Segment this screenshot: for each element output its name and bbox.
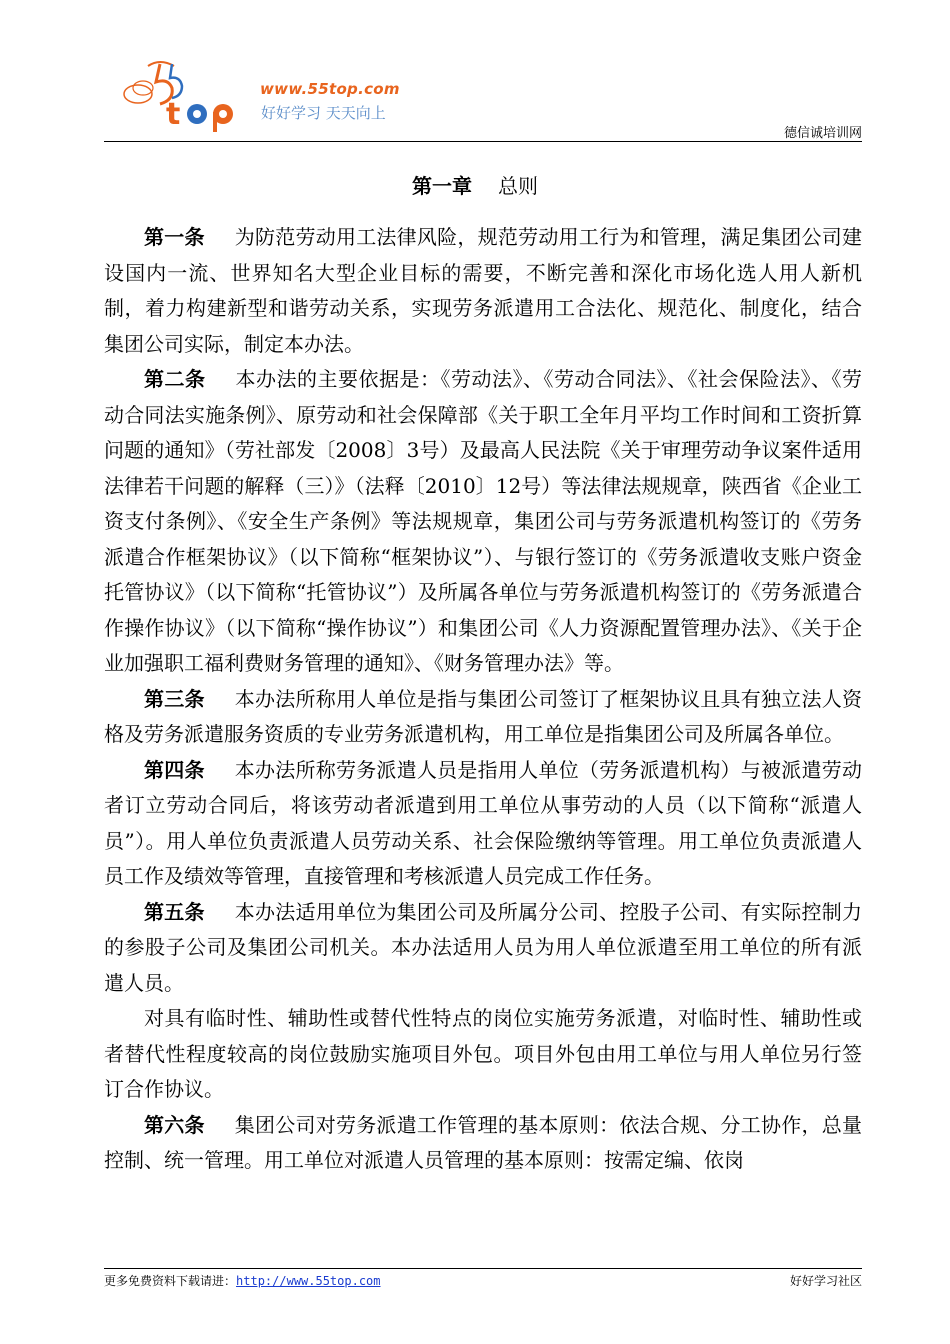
article-2 (104, 362, 862, 682)
article-label: 第二条 (144, 367, 206, 391)
article-1 (104, 220, 862, 362)
chapter-title: 总则 (498, 174, 538, 198)
article-label: 第一条 (144, 225, 205, 249)
article-5-continued (104, 1001, 862, 1108)
article-label: 第五条 (144, 899, 205, 924)
article-text: 本办法所称用人单位是指与集团公司签订了框架协议且具有独立法人资格及劳务派遣服务资质的专业劳务派遣机构，用工单位是指集团公司及所属各单位。 (104, 686, 863, 746)
logo-url: www.55top.com (260, 80, 400, 98)
article-4 (104, 753, 862, 895)
article-5 (104, 895, 862, 1002)
footer-left-text: 更多免费资料下载请进： (104, 1274, 237, 1288)
footer-download-note (104, 1272, 381, 1289)
article-text: 本办法适用单位为集团公司及所属分公司、控股子公司、有实际控制力的参股子公司及集团公司机关。本办法适用人员为用人单位派遣至用工单位的所有派遣人员。 (104, 899, 863, 995)
footer-divider (104, 1268, 862, 1269)
article-text: 本办法的主要依据是：《劳动法》、《劳动合同法》、《社会保险法》、《劳动合同法实施条例》、原劳动和社会保障部《关于职工全年月平均工作时间和工资折算问题的通知》（劳社部发〔2008〕3号）及最高人民法院《关于审理劳动争议案件适用法律若干问题的解释（三）》（法释〔2010〕12号）等法律法规规章，陕西省《企业工资支付条例》、《安全生产条例》等法规规章，集团公司与劳务派遣机构签订的《劳务派遣合作框架协议》（以下简称“框架协议”）、与银行签订的《劳务派遣收支账户资金托管协议》（以下简称“托管协议”）及所属各单位与劳务派遣机构签订的《劳务派遣合作操作协议》（以下简称“操作协议”）和集团公司《人力资源配置管理办法》、《关于企业加强职工福利费财务管理的通知》、《财务管理办法》等。 (104, 367, 862, 675)
svg-text:t: t (166, 97, 181, 132)
article-label: 第三条 (144, 686, 205, 711)
header-divider (104, 141, 862, 142)
document-body (104, 220, 862, 1179)
site-logo[interactable] (108, 52, 438, 136)
footer-community: 好好学习社区 (789, 1274, 862, 1288)
chapter-heading (0, 170, 950, 199)
article-text: 本办法所称劳务派遣人员是指用人单位（劳务派遣机构）与被派遣劳动者订立劳动合同后，将该劳动者派遣到用工单位从事劳动的人员（以下简称“派遣人员”）。用人单位负责派遣人员劳动关系、社会保险缴纳等管理。用工单位负责派遣人员工作及绩效等管理，直接管理和考核派遣人员完成工作任务。 (104, 757, 863, 888)
article-text: 对具有临时性、辅助性或替代性特点的岗位实施劳务派遣，对临时性、辅助性或者替代性程度较高的岗位鼓励实施项目外包。项目外包由用工单位与用人单位另行签订合作协议。 (104, 1006, 862, 1101)
article-6 (104, 1108, 862, 1179)
footer-link[interactable]: http://www.55top.com (236, 1274, 381, 1288)
article-text: 为防范劳动用工法律风险，规范劳动用工行为和管理，满足集团公司建设国内一流、世界知名大型企业目标的需要，不断完善和深化市场化选人用人新机制，着力构建新型和谐劳动关系，实现劳务派遣用工合法化、规范化、制度化，结合集团公司实际，制定本办法。 (104, 225, 863, 356)
article-label: 第四条 (144, 757, 205, 782)
logo-slogan: 好好学习 天天向上 (261, 104, 386, 122)
logo-graphic-icon (108, 52, 258, 136)
article-text: 集团公司对劳务派遣工作管理的基本原则：依法合规、分工协作，总量控制、统一管理。用工单位对派遣人员管理的基本原则：按需定编、依岗 (104, 1112, 863, 1172)
chapter-number: 第一章 (412, 174, 472, 198)
article-3 (104, 682, 862, 753)
article-label: 第六条 (144, 1112, 205, 1137)
header-site-name: 德信诚培训网 (783, 126, 862, 141)
